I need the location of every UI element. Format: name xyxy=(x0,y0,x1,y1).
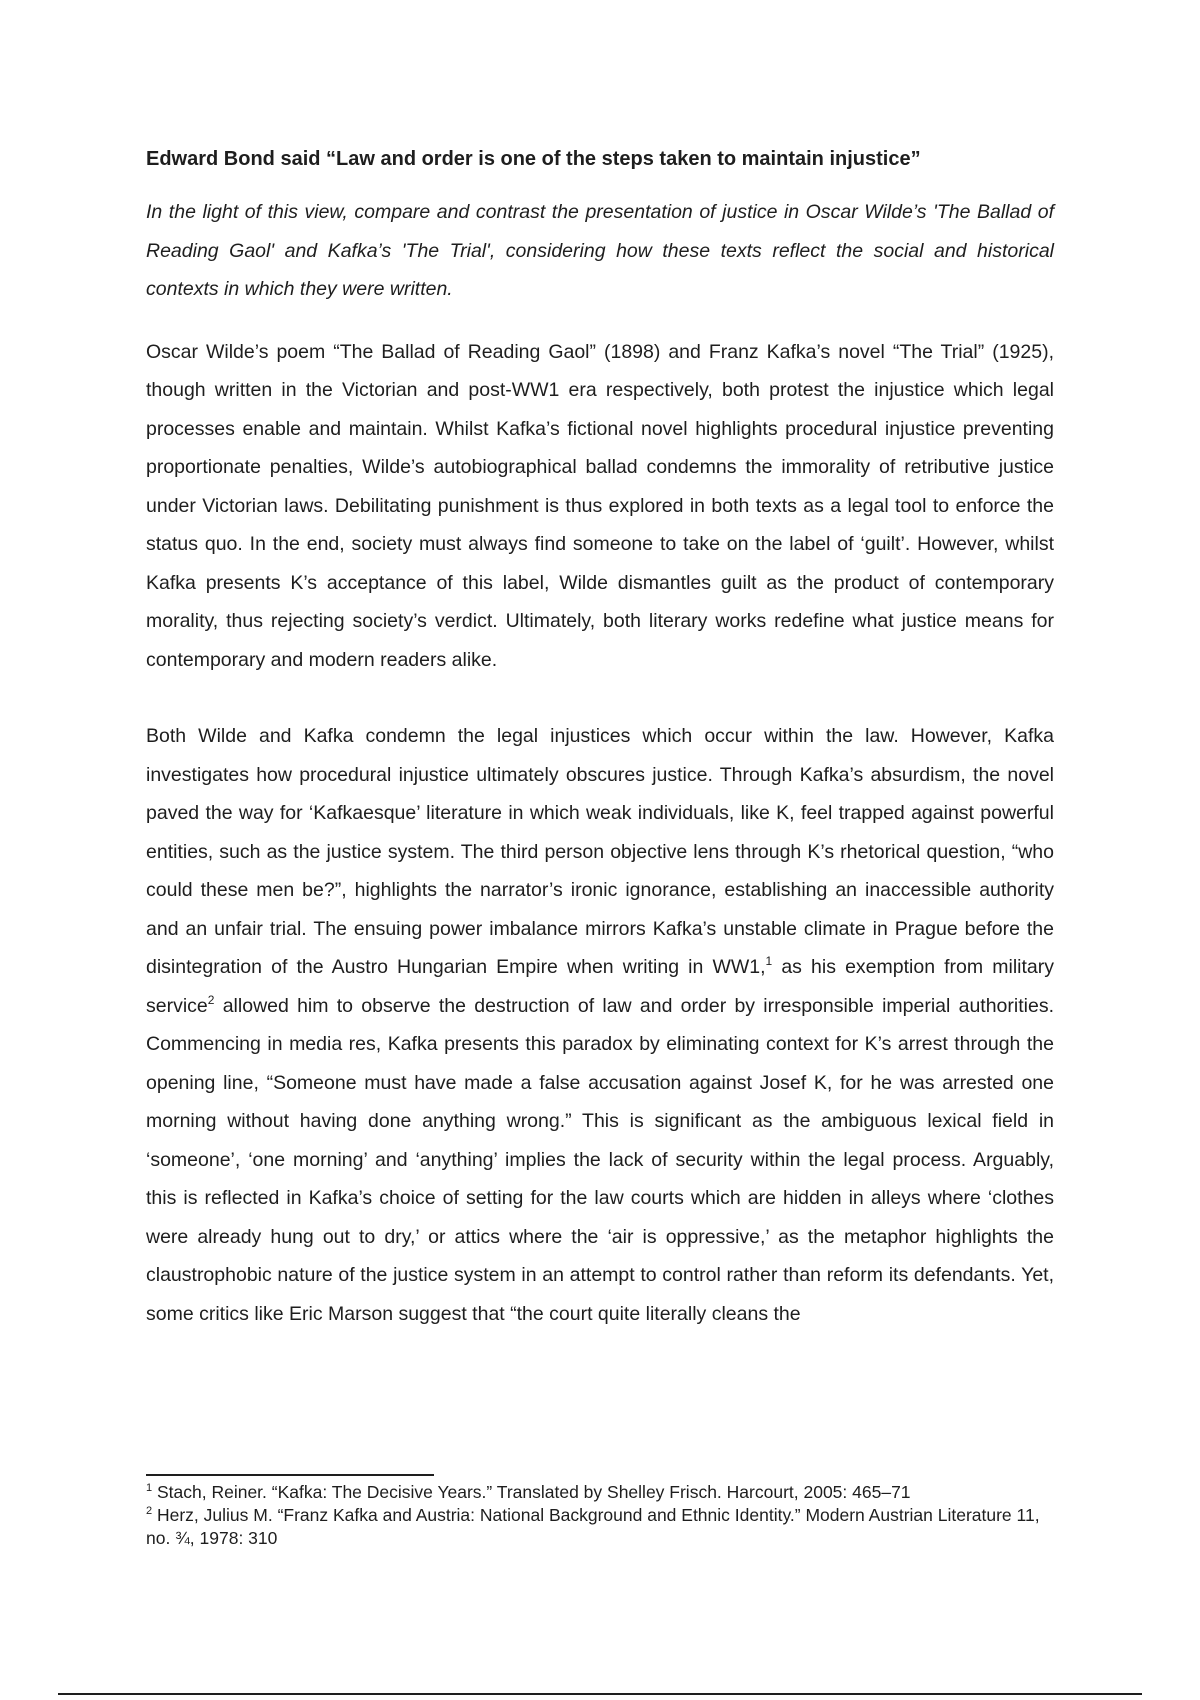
page-bottom-rule xyxy=(58,1693,1142,1695)
footnote-separator xyxy=(146,1474,434,1476)
paragraph-body-text-3: allowed him to observe the destruction of law and order by irresponsible imperial authorities. Commencing in media res, Kafka presents this paradox by eliminating context for K’s arrest through the opening line, “Someone must have made a false accusation against Josef K, for he was arrested one morning without having done anything wrong.” This is significant as the ambiguous lexical field in ‘someone’, ‘one morning’ and ‘anything’ implies the lack of security within the legal process. Arguably, this is reflected in Kafka’s choice of setting for the law courts which are hidden in alleys where ‘clothes were already hung out to dry,’ or attics where the ‘air is oppressive,’ as the metaphor highlights the claustrophobic nature of the justice system in an attempt to control rather than reform its defendants. Yet, some critics like Eric Marson suggest that “the court quite literally cleans the xyxy=(146,994,1054,1325)
paragraph-introduction: Oscar Wilde’s poem “The Ballad of Reading Gaol” (1898) and Franz Kafka’s novel “The Trial” (1925), though written in the Victorian and post-WW1 era respectively, both protest the injustice which legal processes enable and maintain. Whilst Kafka’s fictional novel highlights procedural injustice preventing proportionate penalties, Wilde’s autobiographical ballad condemns the immorality of retributive justice under Victorian laws. Debilitating punishment is thus explored in both texts as a legal tool to enforce the status quo. In the end, society must always find someone to take on the label of ‘guilt’. However, whilst Kafka presents K’s acceptance of this label, Wilde dismantles guilt as the product of contemporary morality, thus rejecting society’s verdict. Ultimately, both literary works redefine what justice means for contemporary and modern readers alike. xyxy=(146,340,1054,671)
footnote-marker-1: 1 xyxy=(146,1482,153,1494)
footnote-reference-1[interactable]: 1 xyxy=(765,954,773,968)
footnote-reference-2[interactable]: 2 xyxy=(207,992,215,1007)
essay-prompt: In the light of this view, compare and contrast the presentation of justice in Oscar Wilde’s 'The Ballad of Reading Gaol' and Kafka’s 'The Trial', considering how these texts reflect the social and historical contexts in which they were written. xyxy=(146,201,1054,300)
footnote-1 xyxy=(146,1481,1054,1504)
document-page xyxy=(146,140,1054,1333)
footnote-text-2: Herz, Julius M. “Franz Kafka and Austria: National Background and Ethnic Identity.” Modern Austrian Literature 11, no. ¾, 1978: 310 xyxy=(146,1505,1040,1548)
footnote-marker-2: 2 xyxy=(146,1505,153,1517)
paragraph-body xyxy=(146,717,1054,1333)
footnotes xyxy=(146,1481,1054,1550)
footnote-text-1: Stach, Reiner. “Kafka: The Decisive Years.” Translated by Shelley Frisch. Harcourt, 2005: 465–71 xyxy=(152,1482,911,1502)
essay-title: Edward Bond said “Law and order is one of the steps taken to maintain injustice” xyxy=(146,148,921,170)
paragraph-body-text-2: as his exemption from military service xyxy=(146,956,1054,1017)
footnote-2 xyxy=(146,1504,1054,1550)
paragraph-body-text-1: Both Wilde and Kafka condemn the legal injustices which occur within the law. However, Kafka investigates how procedural injustice ultimately obscures justice. Through Kafka’s absurdism, the novel paved the way for ‘Kafkaesque’ literature in which weak individuals, like K, feel trapped against powerful entities, such as the justice system. The third person objective lens through K’s rhetorical question, “who could these men be?”, highlights the narrator’s ironic ignorance, establishing an inaccessible authority and an unfair trial. The ensuing power imbalance mirrors Kafka’s unstable climate in Prague before the disintegration of the Austro Hungarian Empire when writing in WW1, xyxy=(146,725,1054,978)
